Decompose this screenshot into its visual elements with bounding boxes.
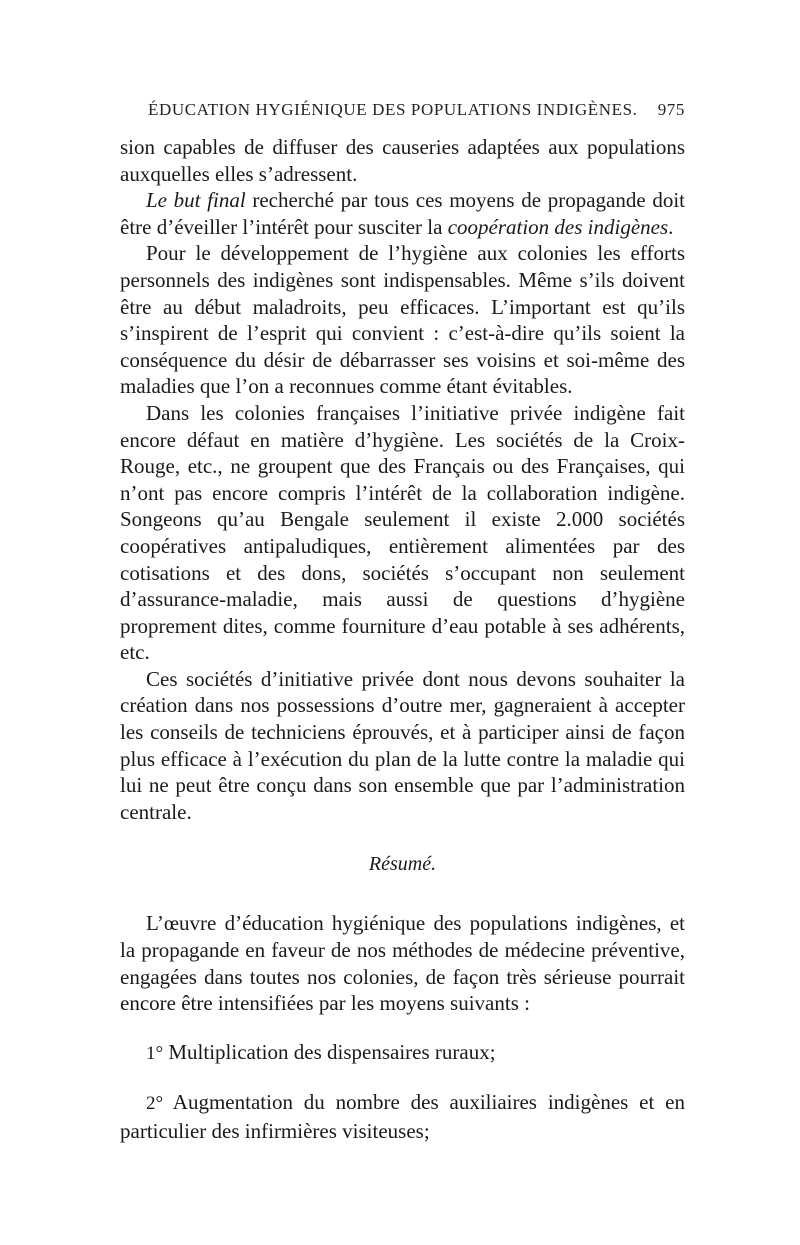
page-number: 975	[657, 100, 685, 119]
summary-item-text: Augmentation du nombre des auxiliaires indigènes et en particulier des infirmières visiteuses;	[120, 1090, 685, 1143]
section-heading: Résumé.	[368, 853, 437, 876]
summary-item-text: Multiplication des dispensaires ruraux;	[163, 1039, 496, 1064]
paragraph-2	[120, 187, 685, 240]
summary-item-number: 1°	[146, 1042, 164, 1064]
running-head-title: ÉDUCATION HYGIÉNIQUE DES POPULATIONS INDIGÈNES.	[148, 100, 638, 119]
paragraph-5: Ces sociétés d’initiative privée dont nous devons souhaiter la création dans nos possessions d’outre mer, gagneraient à accepter les conseils de techniciens éprouvés, et à participer ainsi de façon plus efficace à l’exécution du plan de la lutte contre la maladie qui lui ne peut être conçu dans son ensemble que par l’administration centrale.	[120, 666, 685, 824]
emphasis-but-final: Le but final	[146, 188, 246, 213]
paragraph-2-text-a: recherché par tous ces moyens de propagande doit être d’éveiller l’intérêt pour susciter la	[120, 188, 685, 239]
running-head	[148, 100, 685, 128]
paragraph-2-text-b: .	[668, 214, 674, 239]
summary-item	[120, 1039, 685, 1068]
page	[120, 100, 685, 1145]
paragraph-1: sion capables de diffuser des causeries adaptées aux populations auxquelles elles s’adressent.	[120, 135, 685, 186]
summary-item-number: 2°	[146, 1093, 164, 1115]
paragraph-3: Pour le développement de l’hygiène aux colonies les efforts personnels des indigènes sont indispensables. Même s’ils doivent être au début maladroits, peu efficaces. L’important est qu’ils s’inspirent de l’esprit qui convient : c’est-à-dire qu’ils soient la conséquence du désir de débarrasser ses voisins et soi-même des maladies que l’on a reconnues comme étant évitables.	[120, 241, 685, 399]
summary-intro: L’œuvre d’éducation hygiénique des populations indigènes, et la propagande en faveur de nos méthodes de médecine préventive, engagées dans toutes nos colonies, de façon très sérieuse pourrait encore être intensifiées par les moyens suivants :	[120, 911, 685, 1016]
emphasis-cooperation: coopération des indigènes	[447, 214, 669, 239]
summary-item	[120, 1089, 685, 1144]
paragraph-4: Dans les colonies françaises l’initiative privée indigène fait encore défaut en matière d’hygiène. Les sociétés de la Croix-Rouge, etc., ne groupent que des Français ou des Françaises, qui n’ont pas encore compris l’intérêt de la collaboration indigène. Songeons qu’au Bengale seulement il existe 2.000 sociétés coopératives antipaludiques, entièrement alimentées par des cotisations et des dons, sociétés s’occupant non seulement d’assurance-maladie, mais aussi de questions d’hygiène proprement dites, comme fourniture d’eau potable à ses adhérents, etc.	[120, 400, 685, 665]
